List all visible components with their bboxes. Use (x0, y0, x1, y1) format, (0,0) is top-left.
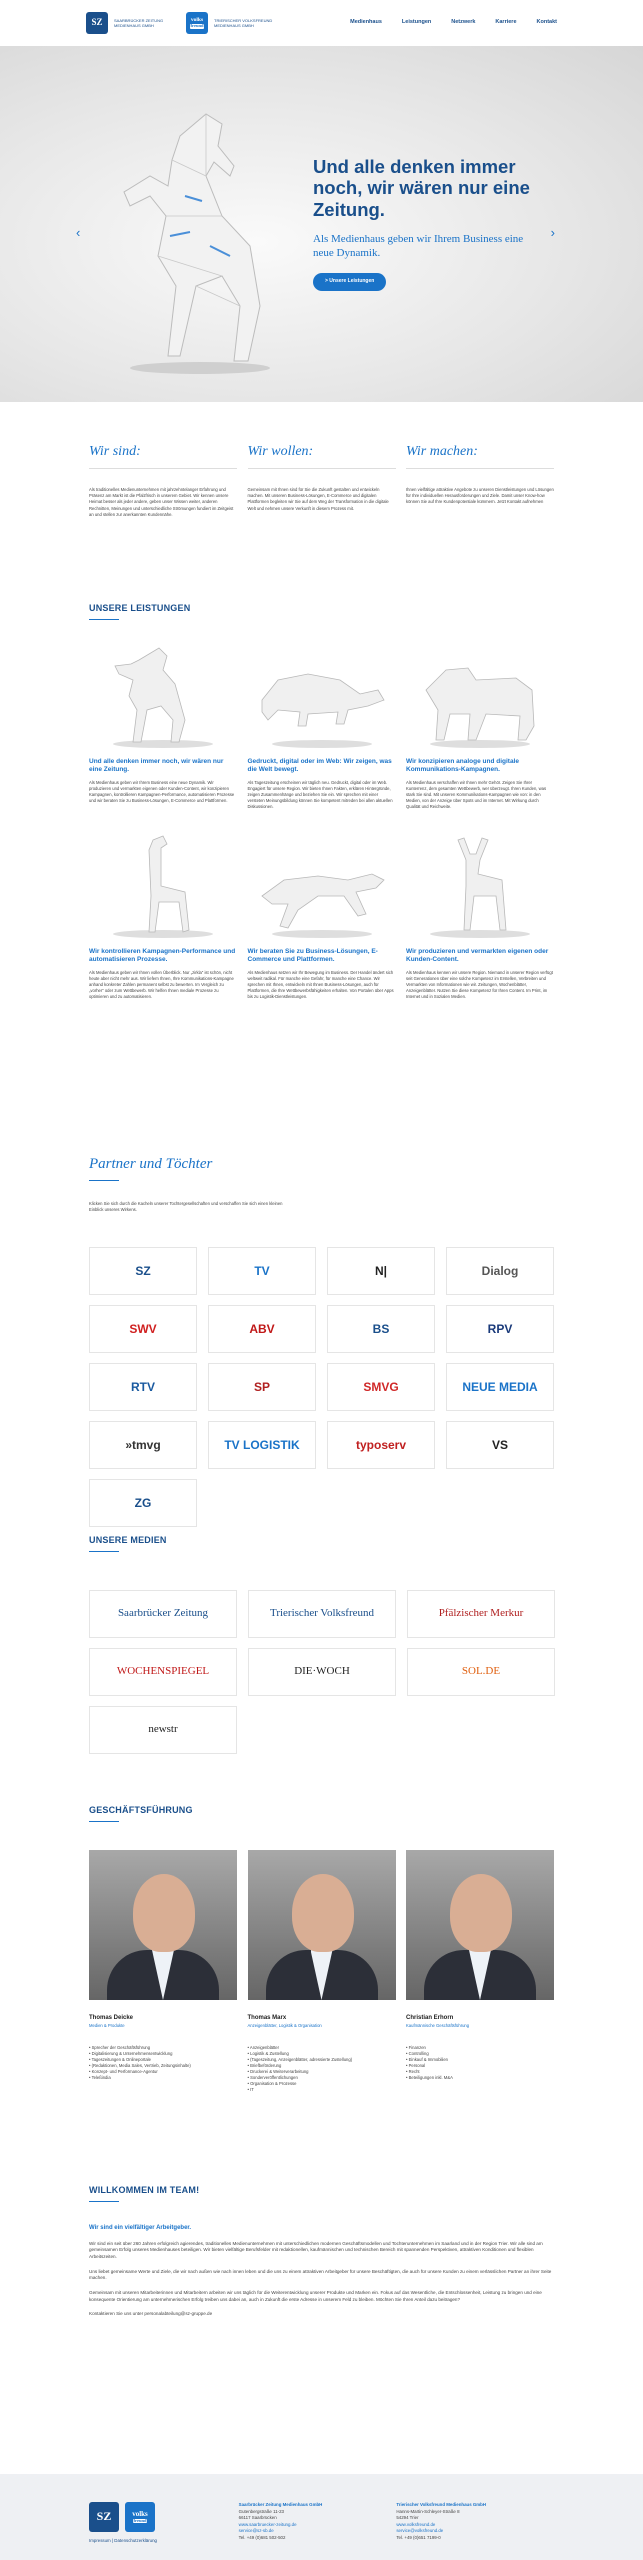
partners-grid (89, 1247, 554, 1527)
duty-item: • Druckerei & Weiterverarbeitung (248, 2069, 396, 2075)
manager-photo (89, 1850, 237, 2000)
intro-column (248, 442, 396, 602)
footer-website-link[interactable]: www.volksfreund.de (396, 2521, 436, 2527)
media-logo-tile[interactable]: Trierischer Volksfreund (248, 1590, 396, 1638)
partner-logo-tile[interactable]: Dialog (446, 1247, 554, 1295)
nav-kontakt[interactable]: Kontakt (536, 19, 557, 26)
media-logo-tile[interactable]: SOL.DE (407, 1648, 555, 1696)
nav-netzwerk[interactable]: Netzwerk (451, 19, 476, 26)
service-title: Und alle denken immer noch, wir wären nur eine Zeitung. (89, 758, 224, 773)
media-logo-tile[interactable]: Saarbrücker Zeitung (89, 1590, 237, 1638)
service-title: Gedruckt, digital oder im Web: Wir zeigen, was die Welt bewegt. (247, 758, 392, 773)
horse-sculpture-image (110, 106, 290, 376)
giraffe-icon (89, 830, 237, 940)
service-text: Als Medienhaus geben wir Ihnen vollen Überblick. Nur „zirkla“ ist schön, nicht heute aber nicht mehr aus. Wir liefern Ihnen, Ihre Kommunikations-Kampagne anhand konkreter Zahlen permanent selbst zu bewerten. Im Vergleich zu „vorher“ oder zum Wettbewerb. Wir helfen Ihnen mediale Prozesse zu optimieren und zu automatisieren. (89, 969, 234, 1000)
partner-logo-tile[interactable]: NEUE MEDIA (446, 1363, 554, 1411)
divider (406, 468, 554, 469)
career-heading: WILLKOMMEN IM TEAM! (89, 2185, 200, 2195)
footer-city: 66117 Saarbrücken (238, 2515, 277, 2521)
partner-logo-tile[interactable]: BS (327, 1305, 435, 1353)
intro-text: Ihnen vielfältige attraktive Angebote zu unseren Dienstleistungen und Lösungen für Ihre individuellen Herausforderungen und Ziele. Damit unser Know-how können Sie auf Ihre Kundenpotentiale kümmern. Jetzt Kontakt aufnehmen (406, 487, 554, 505)
duties-list (89, 2045, 237, 2082)
duty-item: • (Redaktionen, Media Sales, Vertrieb, Zeitungsinhalte) (89, 2063, 237, 2069)
duty-item: • Konzept- und Performance-Agentur (89, 2069, 237, 2075)
footer-logos (89, 2502, 239, 2544)
partners-intro: Klicken Sie sich durch die Kacheln unserer Tochtergesellschaften und verschaffen Sie sich einen kleinen Einblick unseres Wirkens. (89, 1200, 283, 1212)
service-card[interactable] (406, 640, 554, 810)
manager-card (89, 1850, 237, 2094)
career-paragraph: Gemeinsam mit unseren Mitarbeiterinnen und Mitarbeitern arbeiten wir uns täglich für die Weiterentwicklung unserer Produkte und Marken ein. Fokus auf das Wesentliche, die Entschlossenheit, Leistung zu bringen und eine konsequente Orientierung am unternehmerischen Erfolg treiben uns dabei an, auch in Zukunft die erste Adresse in unserem Feld zu bleiben. Möchten Sie Ihren Anteil dazu beitragen? (89, 2290, 542, 2302)
service-text: Als Tageszeitung erscheinen wir täglich neu. Gedruckt, digital oder im Web. Engagiert für unsere Region. Wir bieten Ihnen Fakten, erklären Hintergründe, zeigen Zusammenhänge und beziehen Sie ein. Wir sprechen mit einer versteten Meinungsbildung können Sie kompetent mitreden bei allen aktuellen Diskussionen. (247, 779, 393, 810)
our-services-button[interactable]: > Unsere Leistungen (313, 273, 386, 290)
footer-phone: Tel. +49 (0)651 7199-0 (396, 2535, 441, 2541)
service-card[interactable] (89, 830, 237, 1000)
footer-address-sz (239, 2502, 397, 2544)
service-title: Wir produzieren und vermarkten eigenen oder Kunden-Content. (406, 948, 549, 963)
volksfreund-logo-mark (186, 12, 208, 34)
volksfreund-logo-word1: volks (190, 16, 204, 23)
volksfreund-logo-word2: freund (190, 23, 204, 28)
footer-website-link[interactable]: www.saarbruecker-zeitung.de (238, 2521, 297, 2527)
manager-photo (406, 1850, 554, 2000)
partner-logo-tile[interactable]: SZ (89, 1247, 197, 1295)
nav-karriere[interactable]: Karriere (495, 19, 517, 26)
duty-item: • Controlling (406, 2051, 554, 2057)
heading-underline (89, 2201, 119, 2202)
manager-name: Christian Erhorn (406, 2015, 454, 2022)
intro-section (89, 402, 554, 602)
partner-logo-tile[interactable]: TV (208, 1247, 316, 1295)
partner-logo-tile[interactable]: VS (446, 1421, 554, 1469)
divider (89, 468, 237, 469)
partner-logo-tile[interactable]: »tmvg (89, 1421, 197, 1469)
media-logo-tile[interactable]: DIE·WOCH (248, 1648, 396, 1696)
footer-company-name: Trierischer Volksfreund Medienhaus GmbH (396, 2502, 487, 2507)
career-subheading: Wir sind ein vielfältiger Arbeitgeber. (89, 2225, 192, 2232)
duty-item: • Einkauf & Immobilien (406, 2057, 554, 2063)
heading-underline (89, 1821, 119, 1822)
intro-column (406, 442, 554, 602)
manager-name: Thomas Deicke (89, 2015, 134, 2022)
cheetah-icon (248, 830, 396, 940)
duty-item: • Sprecher der Geschäftsführung (89, 2045, 237, 2051)
duty-item: • Digitalisierung & Unternehmensentwicklung (89, 2051, 237, 2057)
partner-logo-tile[interactable]: typoserv (327, 1421, 435, 1469)
duty-item: • Sonderveröffentlichungen (248, 2075, 396, 2081)
service-card[interactable] (89, 640, 237, 810)
career-contact[interactable]: Kontaktieren Sie uns unter personalabteilung@sz-gruppe.de (89, 2311, 213, 2317)
duty-item: • Finanzen (406, 2045, 554, 2051)
logo-sz[interactable] (86, 12, 176, 34)
intro-heading: Wir wollen: (247, 444, 314, 459)
duty-item: • IT (248, 2087, 396, 2093)
intro-heading: Wir machen: (406, 444, 478, 459)
manager-role: Anzeigenblätter, Logistik & Organisation (247, 2022, 322, 2028)
footer-legal-links[interactable]: Impressum | Datenschutzerklärung (89, 2538, 158, 2543)
intro-text: Gemeinsam mit Ihnen sind für Sie die Zukunft gestalten und entwickeln machen. Mit unseren Business-Lösungen, E-Commerce und digitalen Plattformen begleiten wir Sie auf dem Weg der Transformation in die digitale Welt und nehmen unsere Verkunft in diesem Prozess mit. (247, 487, 389, 511)
duty-item: • Logistik & Zustellung (248, 2051, 396, 2057)
hero-slider (0, 46, 643, 402)
service-text: Als Medienhaus setzen wir Ihr Bewegung im Business. Der Handel ändert sich weltweit radikal. Für manche eine Gefahr, für manche eine Chance. Wir sprechen mit Ihnen, entwickeln mit Ihnen Business-Lösungen, auch für Plattformen, die Ihre Wettbewerbsfähigkeiten erhalten. Von Portalen über Apps bis zu Logistik-Dienstleistungen. (247, 969, 394, 1000)
management-people (89, 1850, 554, 2094)
intro-heading: Wir sind: (89, 444, 141, 459)
management-heading: GESCHÄFTSFÜHRUNG (89, 1805, 193, 1815)
horse-icon (89, 640, 237, 750)
service-title: Wir kontrollieren Kampagnen-Performance und automatisieren Prozesse. (89, 948, 236, 963)
services-grid (89, 640, 554, 1020)
hero-subtitle: Als Medienhaus geben wir Ihrem Business eine neue Dynamik. (313, 232, 524, 260)
duty-item: • (Tageszeitung, Anzeigenblätter, adressierte Zustellung) (248, 2057, 396, 2063)
duty-item: • Briefbeförderung (248, 2063, 396, 2069)
site-header (0, 0, 643, 46)
service-text: Als Medienhaus verschaffen wir Ihnen mehr Gehör. Zeigen Sie Ihrer Kunterrenz, dem gesamten Wettbewerb, wer überzeugt. Ihren Kunden, was stark Sie sind. Mit unseren Kommunikations-Kampagnen wie von: in den Medien, von der Anzeige über Spots und im Internet. Mit Wirkung durch Qualität und Reichweite. (406, 779, 547, 810)
partner-logo-tile[interactable]: SP (208, 1363, 316, 1411)
duty-item: • Anzeigenblätter (248, 2045, 396, 2051)
duty-item: • Beteiligungen inkl. M&A (406, 2075, 554, 2081)
media-logo-tile[interactable]: Pfälzischer Merkur (407, 1590, 555, 1638)
service-card[interactable] (248, 640, 396, 810)
partner-logo-tile[interactable]: RTV (89, 1363, 197, 1411)
partners-section (89, 1154, 554, 1534)
service-text: Als Medienhaus geben wir Ihrem Business eine neue Dynamik. Wir produzieren und vermarkten eigenen oder Kunden-Content, wir konzipieren Kampagnen, kontrollieren Kampagnen-Performance, automatisieren Prozesse und wir beraten Sie zu Business-Lösungen, E-Commerce und Plattformen. (89, 779, 235, 803)
duty-item: • Teleßindia (89, 2075, 237, 2081)
partner-logo-tile[interactable]: TV LOGISTIK (208, 1421, 316, 1469)
footer-address-tv (396, 2502, 554, 2544)
partner-logo-tile[interactable]: ZG (89, 1479, 197, 1527)
intro-text: Als traditionelles Medienunternehmen mit jahrzehntelanger Erfahrung und Präsenz am Markt ist die Pfalzfrisch in unserem Gebiet. Wir kennen unsere Heimat besser als jeder andere, geben unser Wissen weiter, anderen Rechnitten, Meinungen und unterschiedliche Strömungen fundiert im Zeitgeist an und stellen zur anerkannten Kundennähe. (89, 487, 234, 517)
nav-medienhaus[interactable]: Medienhaus (350, 19, 382, 26)
footer-volksfreund-logo[interactable] (125, 2502, 155, 2532)
duty-item: • Recht (406, 2069, 554, 2075)
service-card[interactable] (248, 830, 396, 1000)
manager-card (248, 1850, 396, 2094)
service-text: Als Medienhaus kennen wir unsere Region. Niemand in unserer Region verfügt seit Generationen über eine solche Kompetenz im Erstellen, Verbreiten und Vermarkten von Informationen wie wir. Zeitungen, Wochenblätter, Anzeigenblätter. Nutzen Sie diese Kompetenz für Ihren Content. Im Print, im Internet und in Sozialen Medien. (406, 969, 553, 1000)
heading-underline (89, 1551, 119, 1552)
partner-logo-tile[interactable]: SWV (89, 1305, 197, 1353)
duties-list (406, 2045, 554, 2082)
footer-email-link[interactable]: service@volksfreund.de (396, 2528, 444, 2534)
footer-sz-logo[interactable]: SZ (89, 2502, 119, 2532)
manager-card (406, 1850, 554, 2094)
hero-text (313, 156, 543, 291)
services-heading: UNSERE LEISTUNGEN (89, 603, 191, 613)
hero-title: Und alle denken immer noch, wir wären nur eine Zeitung. (313, 156, 530, 220)
service-card[interactable] (406, 830, 554, 1000)
manager-photo (248, 1850, 396, 2000)
service-title: Wir beraten Sie zu Business-Lösungen, E-Commerce und Plattformen. (247, 948, 378, 963)
logo-volksfreund[interactable] (186, 12, 276, 34)
divider (248, 468, 396, 469)
partners-heading: Partner und Töchter (89, 1156, 213, 1172)
duty-item: • Tageszeitungen & Onlineportale (89, 2057, 237, 2063)
sz-logo-mark: SZ (86, 12, 108, 34)
duty-item: • Personal (406, 2063, 554, 2069)
heading-underline (89, 1180, 119, 1181)
sz-logo-text: SAARBRÜCKER ZEITUNG MEDIENHAUS GMBH (114, 18, 164, 28)
nav-leistungen[interactable]: Leistungen (401, 19, 432, 26)
footer-volksfreund-word1: volks (132, 2509, 148, 2518)
intro-column (89, 442, 237, 602)
footer-street: Hanns-Martin-Schleyer-Straße 8 (396, 2508, 460, 2514)
main-nav (350, 19, 557, 27)
site-footer (0, 2474, 643, 2560)
media-heading: UNSERE MEDIEN (89, 1535, 167, 1545)
footer-city: 54294 Trier (396, 2515, 419, 2521)
footer-email-link[interactable]: service@sz-sb.de (238, 2528, 274, 2534)
deer-icon (406, 830, 554, 940)
slider-next-arrow-icon[interactable]: › (550, 225, 555, 240)
media-grid (89, 1590, 554, 1754)
partner-logo-tile[interactable]: N| (327, 1247, 435, 1295)
footer-phone: Tel. +49 (0)681 502-502 (238, 2535, 286, 2541)
heading-underline (89, 619, 119, 620)
lion-icon (406, 640, 554, 750)
duties-list (248, 2045, 396, 2094)
partner-logo-tile[interactable]: SMVG (327, 1363, 435, 1411)
career-section (89, 2184, 554, 2474)
partner-logo-tile[interactable]: ABV (208, 1305, 316, 1353)
media-logo-tile[interactable]: newstr (89, 1706, 237, 1754)
manager-role: Kaufmännische Geschäftsführung (406, 2022, 470, 2028)
management-section (89, 1804, 554, 2184)
media-logo-tile[interactable]: WOCHENSPIEGEL (89, 1648, 237, 1696)
services-section (89, 602, 554, 1154)
career-paragraph: Uns liebet gemeinsame Werte und Ziele, die wir nach außen wie nach innen leben und die uns zu einem attraktiven Arbeitgeber für unsere Beschäftigten, die auch für unsere Kunden zu einem verlässlichen Partner an ihrer Seite machen. (89, 2268, 552, 2281)
slider-prev-arrow-icon[interactable]: ‹ (76, 225, 81, 240)
footer-company-name: Saarbrücker Zeitung Medienhaus GmbH (238, 2502, 323, 2507)
chameleon-icon (248, 640, 396, 750)
partner-logo-tile[interactable]: RPV (446, 1305, 554, 1353)
manager-role: Medien & Produkte (89, 2022, 125, 2028)
career-paragraph: Wir sind ein seit über 260 Jahren erfolgreich agierendes, traditionelles Medienunternehmen mit unterschiedlichen modernen Geschäftsmodellen und Tochterunternehmen im Saarland und in der Region Trier. Wir alle sind am gemeinsamen Erfolg unseres Medienhauses beteiligen. Wir bieten vielfältige Berufsfelder mit redaktionellen, kaufmännischen und technischen Bereich mit spannenden Perspektiven, attraktiven Konditionen und flexiblen Arbeitszeiten. (89, 2240, 543, 2260)
footer-volksfreund-word2: freund (133, 2517, 147, 2523)
duty-item: • Organisation & Prozesse (248, 2081, 396, 2087)
manager-name: Thomas Marx (247, 2015, 287, 2022)
media-section (89, 1534, 554, 1804)
footer-street: Gutenbergstraße 11-23 (238, 2508, 284, 2514)
volksfreund-logo-text: TRIERISCHER VOLKSFREUND MEDIENHAUS GMBH (214, 18, 273, 28)
service-title: Wir konzipieren analoge und digitale Kommunikations-Kampagnen. (406, 758, 519, 773)
